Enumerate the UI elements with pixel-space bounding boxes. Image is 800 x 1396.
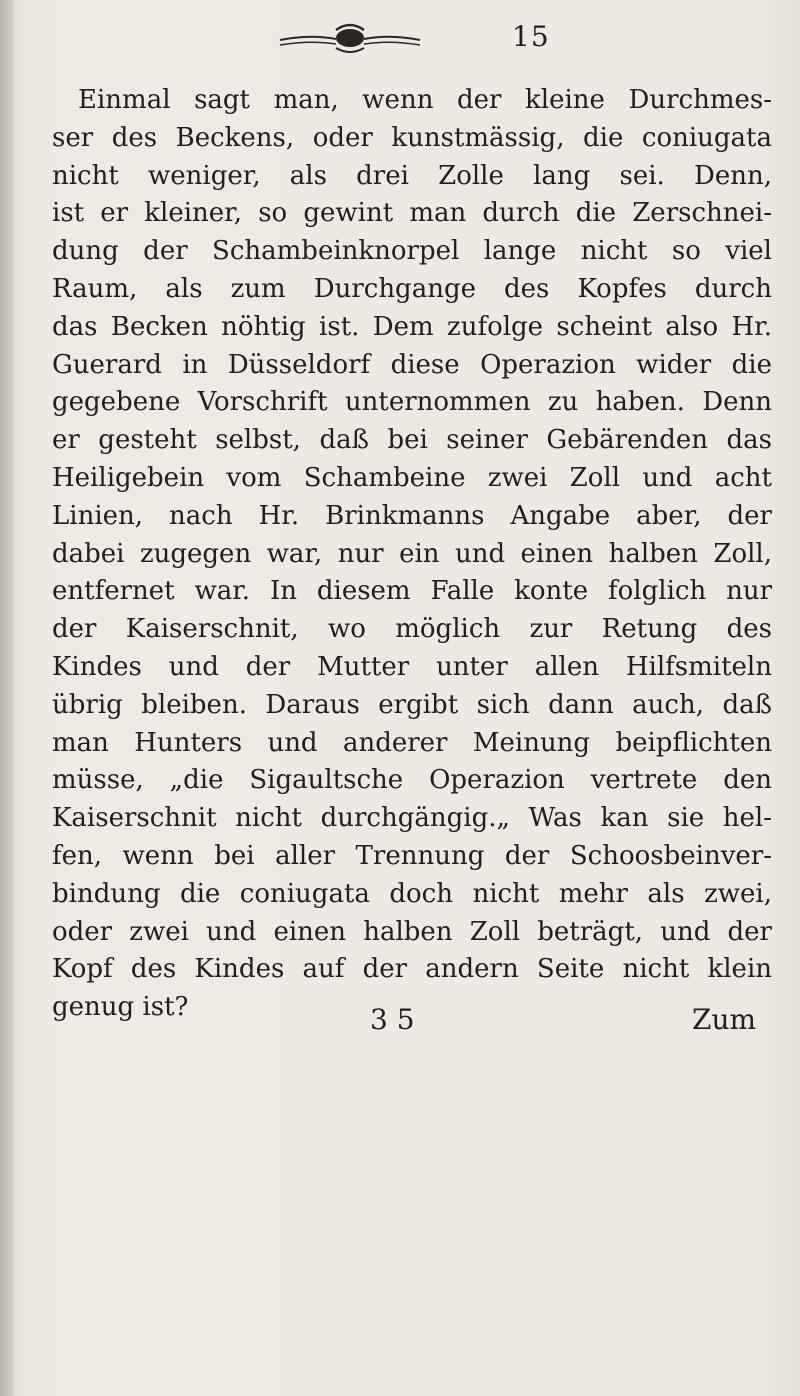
text-line: entfernet war. In diesem Falle konte folglich nur	[52, 576, 772, 607]
catchword: Zum	[692, 1003, 757, 1036]
text-line: Kaiserschnit nicht durchgängig.„ Was kan sie hel-	[52, 803, 772, 834]
text-line: Kindes und der Mutter unter allen Hilfsmiteln	[52, 651, 772, 682]
text-line: Guerard in Düsseldorf diese Operazion wider die	[52, 349, 772, 380]
text-line: genug ist?	[52, 992, 189, 1023]
text-line: dung der Schambeinknorpel lange nicht so viel	[52, 236, 772, 267]
text-line: Kopf des Kindes auf der andern Seite nicht klein	[52, 954, 772, 985]
text-line: übrig bleiben. Daraus ergibt sich dann auch, daß	[52, 689, 772, 720]
text-line: der Kaiserschnit, wo möglich zur Retung des	[52, 614, 772, 645]
page-number: 15	[512, 20, 550, 53]
header-ornament-icon	[270, 18, 430, 58]
body-text	[52, 82, 772, 1027]
text-line: nicht weniger, als drei Zolle lang sei. Denn,	[52, 160, 772, 191]
text-line: fen, wenn bei aller Trennung der Schoosbeinver-	[52, 840, 772, 871]
text-line: das Becken nöhtig ist. Dem zufolge scheint also Hr.	[52, 311, 772, 342]
text-line: Linien, nach Hr. Brinkmanns Angabe aber, der	[52, 500, 772, 531]
page-binding-edge	[0, 0, 14, 1396]
text-line: Raum, als zum Durchgange des Kopfes durch	[52, 273, 772, 304]
text-line: Einmal sagt man, wenn der kleine Durchmes-	[78, 85, 772, 115]
text-line: ist er kleiner, so gewint man durch die Zerschnei-	[52, 198, 772, 229]
text-line: oder zwei und einen halben Zoll beträgt, und der	[52, 916, 772, 947]
text-line: gegebene Vorschrift unternommen zu haben. Denn	[52, 387, 772, 418]
text-line: er gesteht selbst, daß bei seiner Gebärenden das	[52, 425, 772, 456]
text-line: bindung die coniugata doch nicht mehr als zwei,	[52, 878, 772, 909]
text-line: ser des Beckens, oder kunstmässig, die coniugata	[52, 122, 772, 153]
signature-mark: 3 5	[370, 1003, 415, 1036]
page-footer	[0, 1003, 800, 1043]
text-line: Heiligebein vom Schambeine zwei Zoll und acht	[52, 462, 772, 493]
text-line: man Hunters und anderer Meinung beipflichten	[52, 727, 772, 758]
text-line: dabei zugegen war, nur ein und einen halben Zoll,	[52, 538, 772, 569]
text-line: müsse, „die Sigaultsche Operazion vertrete den	[52, 765, 772, 796]
